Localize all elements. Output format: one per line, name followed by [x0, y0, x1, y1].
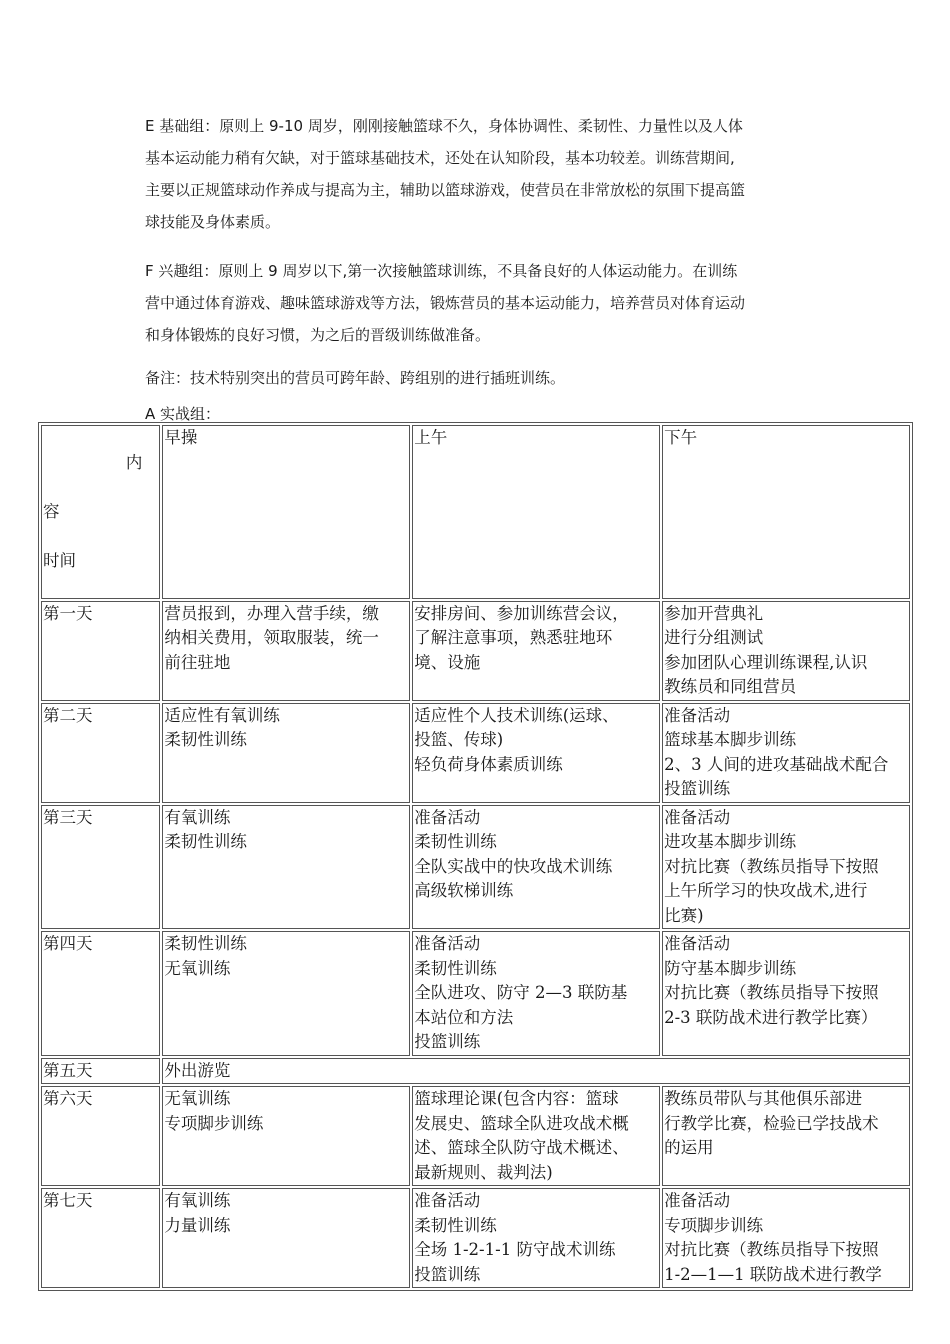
table-row: [41, 931, 910, 1056]
morning-cell: 篮球理论课(包含内容：篮球 发展史、篮球全队进攻战术概 述、篮球全队防守战术概述、 最新规则、裁判法): [412, 1086, 660, 1186]
afternoon-cell: 教练员带队与其他俱乐部进 行教学比赛，检验已学技战术 的运用: [662, 1086, 910, 1186]
day-cell: 第六天: [41, 1086, 160, 1186]
day-cell: 第二天: [41, 703, 160, 803]
morning-exercise-cell: 有氧训练 力量训练: [162, 1188, 410, 1288]
morning-exercise-cell: 适应性有氧训练 柔韧性训练: [162, 703, 410, 803]
morning-exercise-cell: 无氧训练 专项脚步训练: [162, 1086, 410, 1186]
table-row: [41, 805, 910, 930]
corner-label-content-2: 容: [43, 501, 60, 521]
header-morning-exercise: 早操: [162, 425, 410, 599]
text-line: 备注：技术特别突出的营员可跨年龄、跨组别的进行插班训练。: [145, 369, 566, 387]
morning-cell: 安排房间、参加训练营会议， 了解注意事项，熟悉驻地环 境、设施: [412, 601, 660, 701]
corner-label-time: 时间: [43, 550, 76, 570]
header-corner-cell: [41, 425, 160, 599]
full-day-activity-cell: 外出游览: [162, 1058, 910, 1085]
table-row: [41, 1058, 910, 1085]
morning-cell: 准备活动 柔韧性训练 全场 1-2-1-1 防守战术训练 投篮训练: [412, 1188, 660, 1288]
afternoon-cell: 准备活动 进攻基本脚步训练 对抗比赛（教练员指导下按照 上午所学习的快攻战术,进行 比赛): [662, 805, 910, 930]
text-line: 基本运动能力稍有欠缺，对于篮球基础技术，还处在认知阶段，基本功较差。训练营期间,: [145, 149, 735, 167]
text-line: A 实战组：: [145, 405, 221, 423]
afternoon-cell: 准备活动 篮球基本脚步训练 2、3 人间的进攻基础战术配合 投篮训练: [662, 703, 910, 803]
day-cell: 第五天: [41, 1058, 160, 1085]
header-afternoon: 下午: [662, 425, 910, 599]
schedule-table: [38, 422, 913, 1291]
day-cell: 第七天: [41, 1188, 160, 1288]
afternoon-cell: 准备活动 专项脚步训练 对抗比赛（教练员指导下按照 1-2—1—1 联防战术进行教学: [662, 1188, 910, 1288]
morning-cell: 适应性个人技术训练(运球、 投篮、传球) 轻负荷身体素质训练: [412, 703, 660, 803]
text-line: 营中通过体育游戏、趣味篮球游戏等方法，锻炼营员的基本运动能力，培养营员对体育运动: [145, 294, 746, 312]
table-row: [41, 703, 910, 803]
text-line: 主要以正规篮球动作养成与提高为主，辅助以篮球游戏，使营员在非常放松的氛围下提高篮: [145, 181, 746, 199]
text-line: F 兴趣组：原则上 9 周岁以下,第一次接触篮球训练，不具备良好的人体运动能力。在训练: [145, 262, 738, 280]
day-cell: 第三天: [41, 805, 160, 930]
morning-cell: 准备活动 柔韧性训练 全队进攻、防守 2—3 联防基 本站位和方法 投篮训练: [412, 931, 660, 1056]
morning-exercise-cell: 营员报到，办理入营手续，缴 纳相关费用，领取服装，统一 前往驻地: [162, 601, 410, 701]
text-line: E 基础组：原则上 9-10 周岁，刚刚接触篮球不久，身体协调性、柔韧性、力量性以及人体: [145, 117, 743, 135]
paragraph-e-group: [145, 110, 815, 238]
morning-exercise-cell: 柔韧性训练 无氧训练: [162, 931, 410, 1056]
day-cell: 第四天: [41, 931, 160, 1056]
table-row: [41, 1188, 910, 1288]
corner-label-content: 内: [125, 452, 143, 472]
text-line: 球技能及身体素质。: [145, 213, 281, 231]
day-cell: 第一天: [41, 601, 160, 701]
morning-cell: 准备活动 柔韧性训练 全队实战中的快攻战术训练 高级软梯训练: [412, 805, 660, 930]
table-row: [41, 1086, 910, 1186]
table-header-row: [41, 425, 910, 599]
afternoon-cell: 参加开营典礼 进行分组测试 参加团队心理训练课程,认识 教练员和同组营员: [662, 601, 910, 701]
morning-exercise-cell: 有氧训练 柔韧性训练: [162, 805, 410, 930]
paragraph-f-group: [145, 255, 815, 351]
table-row: [41, 601, 910, 701]
text-line: 和身体锻炼的良好习惯，为之后的晋级训练做准备。: [145, 326, 491, 344]
header-morning: 上午: [412, 425, 660, 599]
note-text: [145, 362, 815, 394]
afternoon-cell: 准备活动 防守基本脚步训练 对抗比赛（教练员指导下按照 2-3 联防战术进行教学比赛）: [662, 931, 910, 1056]
